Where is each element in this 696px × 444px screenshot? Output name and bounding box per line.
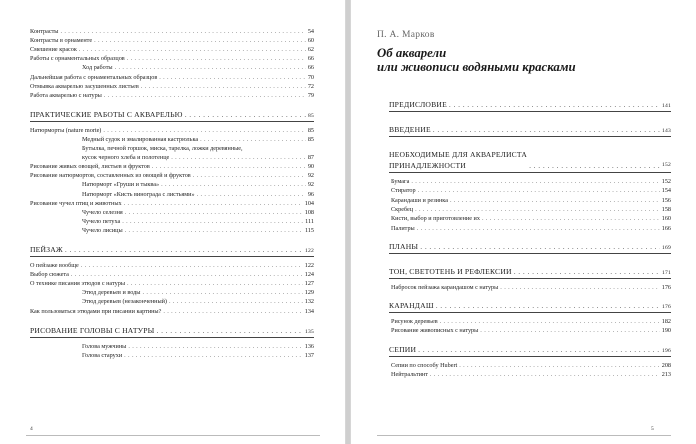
toc-section-label: ВВЕДЕНИЕ [389,125,431,134]
toc-page-number: 54 [307,28,314,35]
toc-page-number: 132 [304,298,314,306]
toc-section-label: ПРЕДИСЛОВИЕ [389,100,447,109]
toc-page-number: 166 [661,224,671,232]
toc-entry [391,283,671,292]
toc-entry [82,190,314,199]
toc-entry-label: Этюд деревьев и воды [82,289,141,297]
section-rule [389,111,671,112]
toc-entry [30,270,314,279]
toc-entry-label: Работа акварелью с натуры [30,91,102,99]
toc-leader-dots [459,361,659,370]
toc-entry-label: Смешение красок [30,46,77,54]
toc-page-number: 196 [662,347,671,354]
toc-page-number: 176 [661,283,671,291]
book-title-line-1: Об акварели [377,46,447,60]
toc-entry [391,370,671,379]
toc-entry [391,205,671,214]
toc-entry-label: Голова мужчины [82,342,127,350]
section-rule [389,172,671,173]
toc-leader-dots [127,54,306,63]
toc-leader-dots [81,261,303,270]
toc-section-label: ПРАКТИЧЕСКИЕ РАБОТЫ С АКВАРЕЛЬЮ [30,109,183,119]
toc-page-number: 143 [662,128,671,134]
toc-leader-dots [65,244,303,255]
toc-entry [30,199,314,208]
toc-page-number: 171 [662,269,671,276]
toc-section-label [389,149,527,171]
toc-entry-label: Кисти, выбор и приготовление их [391,215,480,223]
toc-entry-label: Голова старухи [82,351,123,359]
toc-leader-dots [103,126,305,135]
toc-entry [30,171,314,180]
toc-entry [30,307,314,316]
toc-entry-label: кусок черного хлеба и полотенце [82,154,170,162]
toc-page-number: 182 [661,318,671,326]
toc-leader-dots [433,124,660,135]
toc-page-number: 124 [304,271,314,279]
section-rule [389,253,671,254]
toc-page-number: 66 [307,64,314,72]
toc-leader-dots [197,190,306,199]
toc-entry-label: Бутылка, печной горшок, миска, тарелка, ложки деревянные, [82,145,243,152]
toc-page-number: 60 [307,37,314,45]
toc-entry [30,279,314,288]
toc-entry [82,208,314,217]
toc-entry-label: Натюрморты (nature morte) [30,126,102,134]
toc-leader-dots [124,351,303,360]
section-rule [389,136,671,137]
toc-leader-dots [141,82,306,91]
toc-entry [391,214,671,223]
toc-entry [30,73,314,82]
toc-page-number: 92 [307,181,314,189]
toc-leader-dots [420,241,660,252]
toc-entry [82,288,314,297]
toc-page-number: 137 [304,351,314,359]
toc-entry [391,177,671,186]
toc-leader-dots [418,344,660,355]
toc-leader-dots [417,224,660,233]
toc-entry-label: О технике писания этюдов с натуры [30,280,125,288]
toc-entry [391,186,671,195]
toc-entry [82,351,314,360]
toc-leader-dots [152,162,306,171]
toc-entry [82,226,314,235]
section-rule [389,312,671,313]
toc-leader-dots [127,279,303,288]
toc-leader-dots [418,186,660,195]
toc-page-number: 66 [307,55,314,63]
toc-entry-label: Рисунок деревьев [391,318,438,326]
toc-entry [30,91,314,100]
toc-page-number: 96 [307,190,314,198]
toc-leader-dots [450,196,660,205]
left-toc [0,0,345,444]
toc-entry-label: Нейтральтинт [391,371,428,378]
toc-leader-dots [169,297,303,306]
section-rule [30,256,314,257]
toc-entry [30,36,314,45]
toc-entry-label: Рисование живых овощей, листьев и фруктов [30,163,150,171]
toc-entry-label: Рисование живописных с натуры [391,327,479,335]
toc-leader-dots [482,214,660,223]
toc-leader-dots [171,153,306,162]
toc-entry-label: Чучело лисицы [82,226,123,234]
toc-page-number: 213 [661,371,671,378]
section-rule [389,278,671,279]
toc-entry [391,326,671,335]
toc-entry-label: Набросок пейзажа карандашом с натуры [391,283,499,291]
toc-leader-dots [514,266,660,277]
toc-entry-label: Карандаши и резинка [391,196,448,204]
toc-leader-dots [60,27,305,36]
toc-leader-dots [480,326,659,335]
toc-entry-label: Дальнейшая работа с орнаментальных образцов [30,73,158,81]
toc-section-label-line-1: НЕОБХОДИМЫЕ ДЛЯ АКВАРЕЛИСТА [389,150,528,159]
toc-page-number: 70 [307,73,314,81]
toc-entry-label: Бумага [391,178,410,185]
section-rule [389,356,671,357]
toc-entry [30,45,314,54]
toc-leader-dots [79,45,306,54]
toc-entry-label: Отмывка акварелью засушенных листьев [30,82,139,90]
toc-leader-dots [94,36,306,45]
toc-leader-dots [125,208,303,217]
toc-section-label: ПЕЙЗАЖ [30,245,63,254]
toc-page-number: 136 [304,342,314,350]
toc-page-number: 134 [304,307,314,315]
toc-page-number: 129 [304,289,314,297]
toc-page-number: 122 [305,248,314,254]
toc-section-label: РИСОВАНИЕ ГОЛОВЫ С НАТУРЫ [30,325,155,335]
toc-entry-label: Рисование чучел птиц и животных [30,199,122,207]
toc-page-number: 176 [662,304,671,311]
footer-rule [26,435,320,436]
toc-page-number: 87 [307,154,314,162]
toc-page-number: 169 [662,244,671,251]
section-rule [30,121,314,122]
toc-entry [82,297,314,306]
toc-entry-label: Натюрморт «Груши и тыква» [82,181,160,189]
toc-section-heading [389,149,671,171]
toc-page-number: 190 [661,327,671,335]
toc-leader-dots [122,217,303,226]
toc-page-number: 122 [304,262,314,269]
toc-page-number: 127 [304,280,314,288]
toc-entry [82,135,314,144]
toc-entry [30,126,314,135]
toc-entry [82,63,314,72]
toc-page-number: 62 [307,46,314,54]
toc-leader-dots [125,226,303,235]
toc-entry-label: Чучело селезня [82,208,123,216]
toc-entry [30,82,314,91]
toc-page-number: 160 [661,215,671,223]
toc-page-number: 135 [305,328,314,335]
toc-page-number: 90 [307,163,314,171]
left-folio: 4 [30,426,33,432]
toc-entry-label: Сепии по способу Hubert [391,361,458,369]
toc-leader-dots [71,270,303,279]
toc-leader-dots [529,160,660,171]
toc-leader-dots [430,370,660,379]
toc-section-label: СЕПИИ [389,344,417,354]
toc-leader-dots [411,177,659,186]
toc-entry-label: Палитры [391,224,415,232]
toc-page-number: 104 [304,199,314,207]
toc-entry-label: Контрасты в орнаменте [30,37,93,45]
toc-page-number: 85 [307,126,314,134]
toc-page-number: 156 [661,196,671,204]
toc-page-number: 108 [304,208,314,216]
toc-leader-dots [161,180,306,189]
toc-entry-label: Ход работы [82,64,113,72]
toc-leader-dots [124,199,303,208]
toc-entry-label: Скребец [391,205,414,213]
toc-page-number: 141 [662,103,671,109]
toc-page-number: 111 [305,217,314,225]
book-title-line-2: или живописи водяными красками [377,60,576,74]
toc-leader-dots [449,99,660,110]
toc-entry-label: Рисование натюрмортов, составленных из овощей и фруктов [30,172,191,180]
toc-page-number: 85 [307,135,314,143]
toc-page-number: 115 [304,226,314,234]
toc-entry-label: Как пользоваться этюдами при писании картины? [30,307,162,315]
toc-page-number: 85 [308,112,314,119]
toc-entry-label: Чучело петуха [82,217,121,225]
toc-leader-dots [415,205,660,214]
toc-leader-dots [163,307,302,316]
toc-entry-label: Медный судок и эмалированная кастрюлька [82,135,199,143]
toc-entry [391,317,671,326]
toc-page-number: 154 [661,187,671,195]
toc-section-label-line-2: ПРИНАДЛЕЖНОСТИ [389,161,466,170]
toc-page-number: 158 [661,205,671,213]
toc-page-number: 79 [307,91,314,99]
toc-leader-dots [156,325,303,336]
toc-entry-label: О пейзаже вообще [30,262,79,269]
toc-entry-label: Контрасты [30,28,59,35]
toc-entry [82,342,314,351]
toc-page-number: 72 [307,82,314,90]
left-page [0,0,346,444]
toc-leader-dots [200,135,306,144]
toc-entry-label: Стиратор [391,187,416,195]
toc-leader-dots [128,342,302,351]
toc-leader-dots [500,283,659,292]
toc-leader-dots [193,171,306,180]
toc-entry [30,27,314,36]
toc-leader-dots [440,317,660,326]
toc-entry-label: Этюд деревьев (незаконченный) [82,298,167,306]
toc-entry [82,153,314,162]
toc-entry [30,162,314,171]
toc-page-number: 152 [662,162,671,168]
right-folio: 5 [651,426,654,432]
toc-entry [82,144,314,153]
author-name: П. А. Марков [377,30,435,40]
toc-entry [30,54,314,63]
toc-section-label: КАРАНДАШ [389,301,434,311]
toc-entry [82,217,314,226]
toc-page-number: 208 [661,361,671,369]
toc-entry [391,224,671,233]
toc-entry-label: Выбор сюжета [30,271,69,279]
toc-leader-dots [436,300,660,311]
toc-entry-label: Натюрморт «Кисть винограда с листьями» [82,190,195,198]
toc-leader-dots [115,63,306,72]
section-rule [30,337,314,338]
right-page [350,0,696,444]
toc-section-label: ПЛАНЫ [389,241,419,251]
toc-page-number: 152 [661,178,671,185]
toc-entry-label: Работы с орнаментальных образцов [30,55,125,63]
toc-leader-dots [104,91,306,100]
toc-leader-dots [142,288,302,297]
toc-entry [30,261,314,270]
toc-leader-dots [185,109,306,120]
toc-entry [391,196,671,205]
toc-section-label: ТОН, СВЕТОТЕНЬ И РЕФЛЕКСИИ [389,266,512,276]
toc-entry [391,361,671,370]
right-toc [351,0,696,444]
toc-page-number: 92 [307,172,314,180]
footer-rule [377,435,671,436]
toc-entry [82,180,314,189]
toc-leader-dots [159,73,306,82]
